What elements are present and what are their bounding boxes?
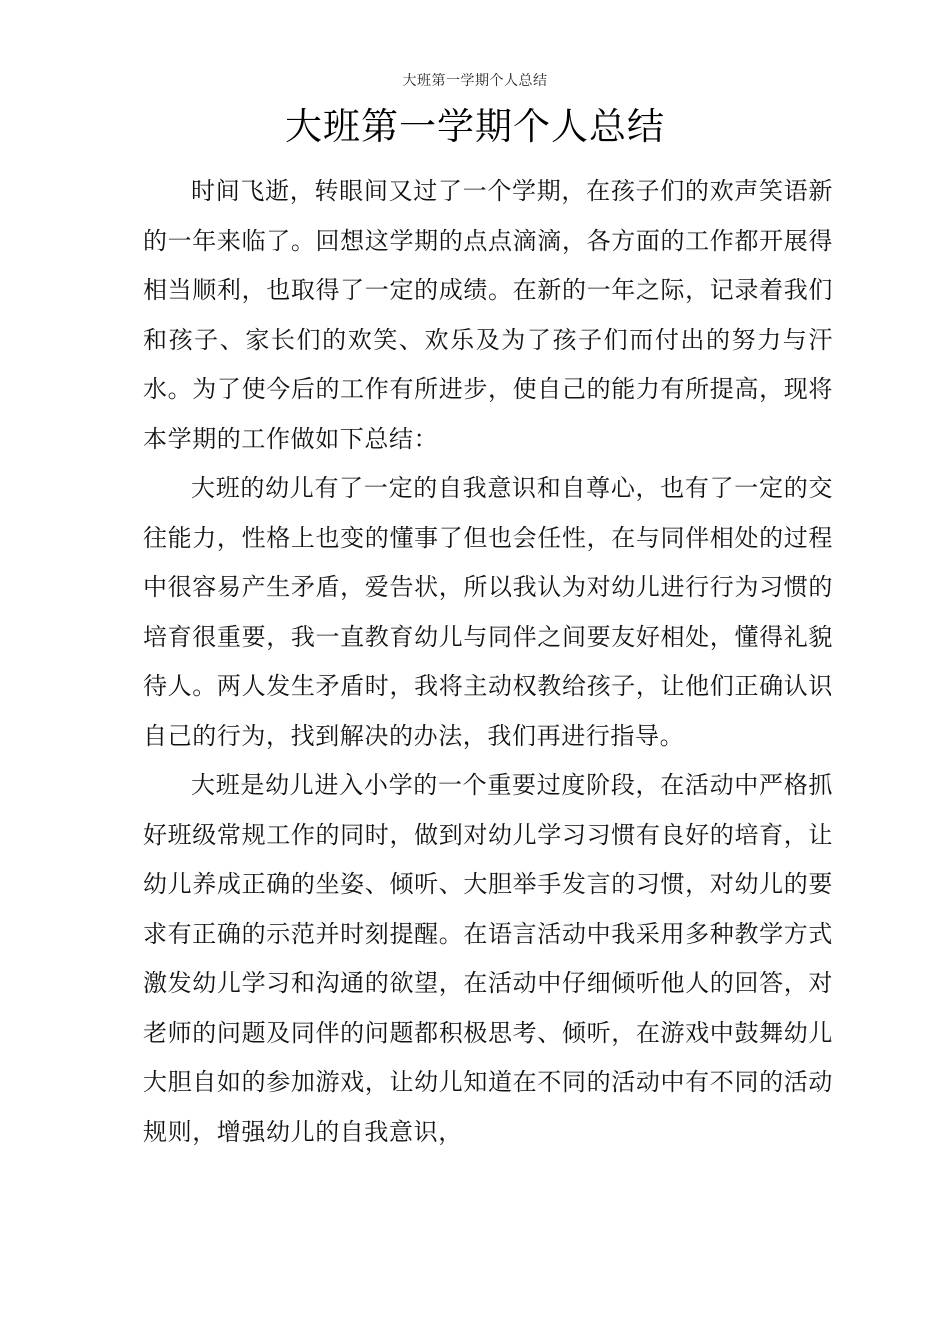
paragraph-learning-habits: 大班是幼儿进入小学的一个重要过度阶段，在活动中严格抓好班级常规工作的同时，做到对幼儿学习习惯有良好的培育，让幼儿养成正确的坐姿、倾听、大胆举手发言的习惯，对幼儿的要求有正确的示范并时刻提醒。在语言活动中我采用多种教学方式激发幼儿学习和沟通的欲望，在活动中仔细倾听他人的回答，对老师的问题及同伴的问题都积极思考、倾听，在游戏中鼓舞幼儿大胆自如的参加游戏，让幼儿知道在不同的活动中有不同的活动规则，增强幼儿的自我意识， <box>143 771 833 1146</box>
document-body <box>143 167 833 1157</box>
paragraph-intro: 时间飞逝，转眼间又过了一个学期，在孩子们的欢声笑语新的一年来临了。回想这学期的点点滴滴，各方面的工作都开展得相当顺利，也取得了一定的成绩。在新的一年之际，记录着我们和孩子、家长们的欢笑、欢乐及为了孩子们而付出的努力与汗水。为了使今后的工作有所进步，使自己的能力有所提高，现将本学期的工作做如下总结： <box>143 177 833 453</box>
paragraph-behavior: 大班的幼儿有了一定的自我意识和自尊心，也有了一定的交往能力，性格上也变的懂事了但也会任性，在与同伴相处的过程中很容易产生矛盾，爱告状，所以我认为对幼儿进行行为习惯的培育很重要，我一直教育幼儿与同伴之间要友好相处，懂得礼貌待人。两人发生矛盾时，我将主动权教给孩子，让他们正确认识自己的行为，找到解决的办法，我们再进行指导。 <box>143 474 833 750</box>
running-header: 大班第一学期个人总结 <box>402 73 548 89</box>
document-title: 大班第一学期个人总结 <box>285 105 665 148</box>
